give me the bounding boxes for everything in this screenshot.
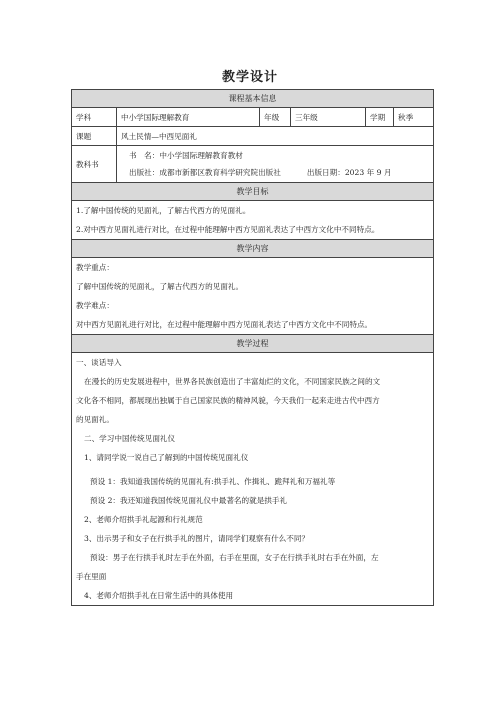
grade-label: 年级 — [260, 108, 291, 127]
content-header: 教学内容 — [72, 240, 434, 258]
preset-answer-continued: 手在里面 — [76, 572, 107, 581]
textbook-info — [117, 146, 434, 183]
step-item: 4、老师介绍拱手礼在日常生活中的具体使用 — [84, 591, 234, 600]
key-points-label: 教学重点： — [76, 263, 114, 272]
step-item: 1、请同学说一说自己了解到的中国传统见面礼仪 — [84, 453, 249, 462]
objectives-body — [72, 201, 434, 240]
intro-paragraph-line: 的见面礼。 — [76, 415, 114, 424]
step-item: 3、出示男子和女子在行拱手礼的图片，请同学们观察有什么不同？ — [84, 534, 310, 543]
intro-paragraph-line: 在漫长的历史发展进程中，世界各民族创造出了丰富灿烂的文化，不同国家民族之间的文 — [84, 377, 381, 386]
preset-answer: 预设：男子在行拱手礼时左手在外面，右手在里面，女子在行拱手礼时右手在外面，左 — [90, 553, 379, 562]
publish-date: 出版日期：2023 年 9 月 — [306, 168, 392, 177]
textbook-row — [72, 146, 434, 183]
key-points-text: 了解中国传统的见面礼，了解古代西方的见面礼。 — [76, 282, 244, 291]
topic-label: 课题 — [72, 127, 117, 146]
topic-row — [72, 127, 434, 146]
subject-row — [72, 108, 434, 127]
difficulties-text: 对中西方见面礼进行对比，在过程中能理解中西方见面礼表达了中西方文化中不同特点。 — [76, 320, 373, 329]
process-header: 教学过程 — [72, 335, 434, 353]
grade-value: 三年级 — [291, 108, 366, 127]
section-intro-heading: 一、谈话导入 — [76, 358, 122, 367]
content-body — [72, 258, 434, 335]
book-name: 书 名：中小学国际理解教育教材 — [129, 151, 243, 160]
section-learn-heading: 二、学习中国传统见面礼仪 — [84, 434, 176, 443]
page-title: 教学设计 — [221, 70, 278, 85]
publisher-line — [121, 164, 429, 181]
difficulties-label: 教学难点： — [76, 301, 114, 310]
objective-item: 2.对中西方见面礼进行对比，在过程中能理解中西方见面礼表达了中西方文化中不同特点。 — [76, 225, 380, 234]
basic-info-header: 课程基本信息 — [72, 90, 434, 108]
preset-answer: 预设 1：我知道我国传统的见面礼有:拱手礼、作揖礼、跪拜礼和万福礼等 — [90, 477, 336, 486]
process-body — [72, 353, 434, 606]
preset-answer: 预设 2：我还知道我国传统见面礼仪中最著名的就是拱手礼 — [90, 496, 288, 505]
lesson-plan-table — [71, 89, 434, 606]
term-label: 学期 — [366, 108, 394, 127]
step-item: 2、老师介绍拱手礼起源和行礼规范 — [84, 515, 203, 524]
objectives-header: 教学目标 — [72, 183, 434, 201]
publisher: 出版社：成都市新都区教育科学研究院出版社 — [129, 168, 281, 177]
topic-value: 风土民情—中西见面礼 — [117, 127, 434, 146]
subject-label: 学科 — [72, 108, 117, 127]
objective-item: 1.了解中国传统的见面礼，了解古代西方的见面礼。 — [76, 206, 251, 215]
term-value: 秋季 — [394, 108, 434, 127]
intro-paragraph-line: 文化各不相同，都展现出独属于自己国家民族的精神风貌，今天我们一起来走进古代中西方 — [76, 396, 380, 405]
textbook-label: 教科书 — [72, 146, 117, 183]
subject-value: 中小学国际理解教育 — [117, 108, 260, 127]
